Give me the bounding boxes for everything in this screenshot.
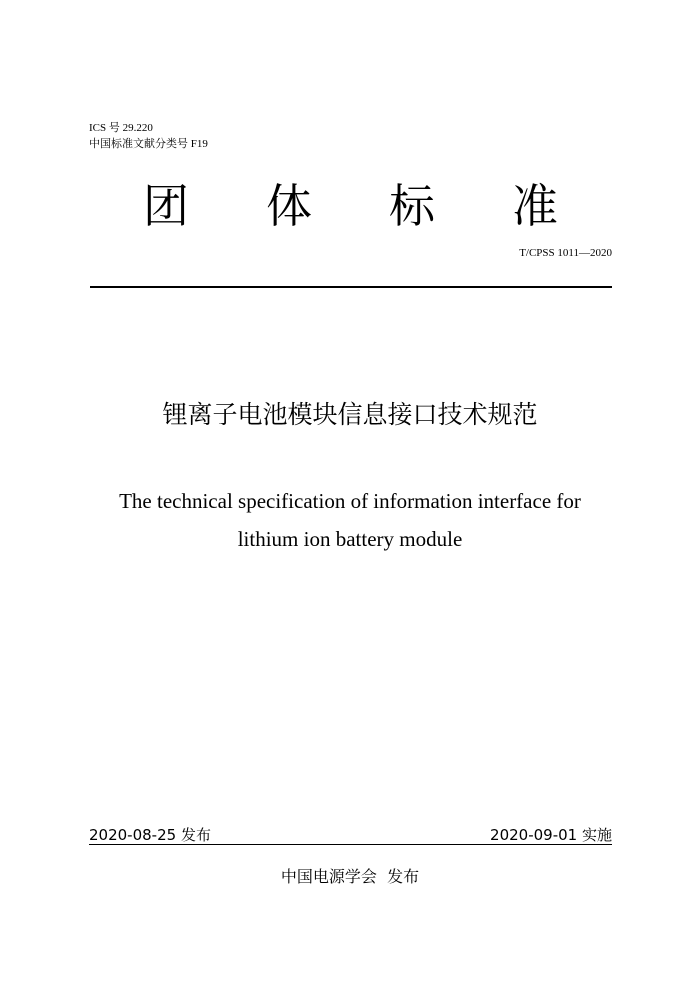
standard-number: T/CPSS 1011—2020 xyxy=(519,247,612,259)
publisher: 中国电源学会 发布 xyxy=(280,867,420,886)
implementation-date: 2020-09-01 实施 xyxy=(490,826,612,844)
standard-type-char: 准 xyxy=(512,179,558,233)
document-title-chinese: 锂离子电池模块信息接口技术规范 xyxy=(162,400,538,429)
ccs-classification-code: 中国标准文献分类号 F19 xyxy=(89,138,208,150)
document-title-english-line-1: The technical specification of information interface for xyxy=(119,489,581,513)
header-divider xyxy=(90,286,612,288)
document-title-english-line-2: lithium ion battery module xyxy=(237,527,463,551)
standard-type-char: 体 xyxy=(266,179,312,233)
standard-type-char: 团 xyxy=(143,179,189,233)
ics-code: ICS 号 29.220 xyxy=(89,122,153,134)
issue-date: 2020-08-25 发布 xyxy=(89,826,211,844)
standard-type-char: 标 xyxy=(389,179,435,233)
footer-divider xyxy=(89,844,612,845)
